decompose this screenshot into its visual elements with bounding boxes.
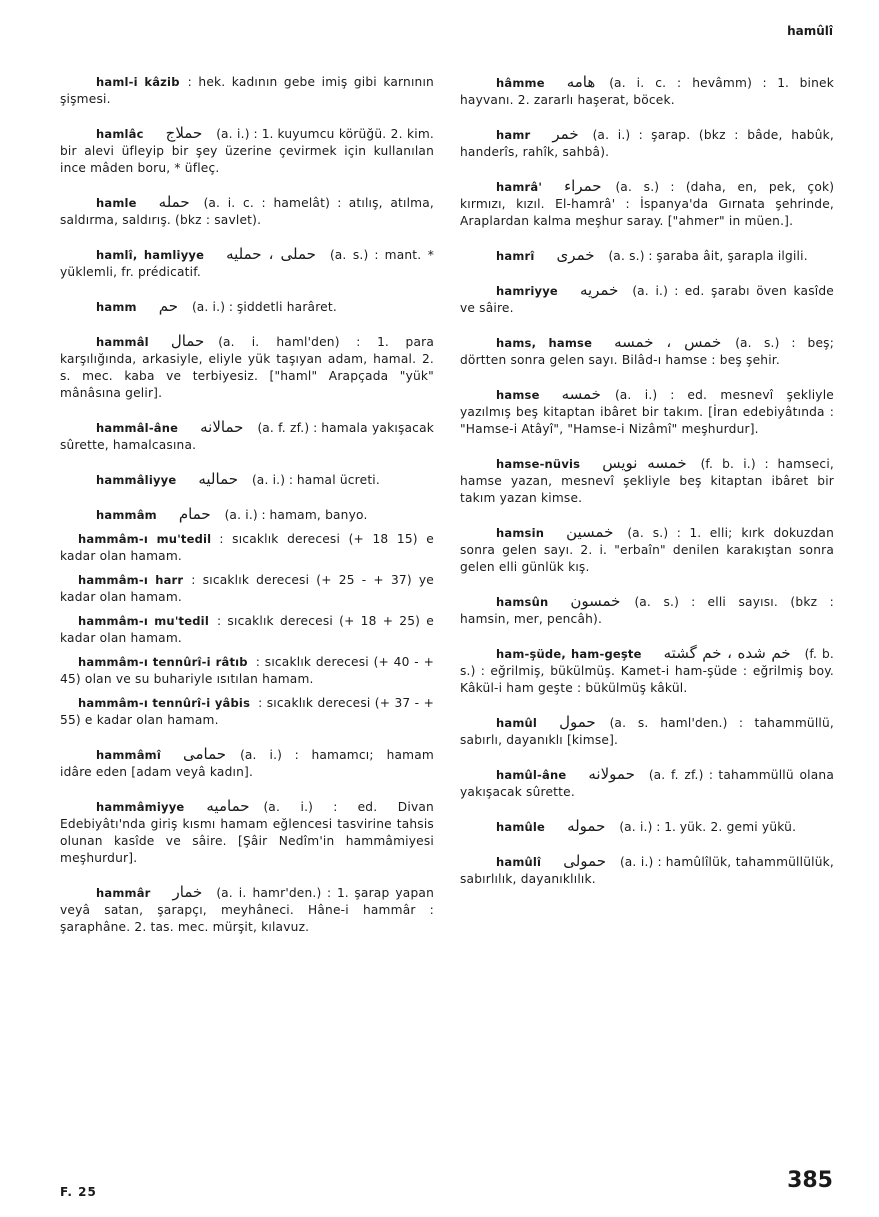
entry-headword: hamsûn [496, 595, 549, 609]
dictionary-entry [60, 298, 434, 316]
entry-headword: hammâr [96, 886, 151, 900]
running-header: hamûlî [787, 24, 833, 38]
dictionary-entry [460, 178, 834, 230]
entry-arabic-script: حموله [567, 817, 606, 835]
entry-headword: hamse-nüvis [496, 457, 581, 471]
entry-arabic-script: هامه [566, 73, 596, 91]
entry-headword: hamm [96, 300, 137, 314]
dictionary-entry [60, 746, 434, 781]
dictionary-entry [460, 282, 834, 317]
entry-definition: : sıcaklık derecesi (+ 18 15) e kadar olan hamam. [60, 532, 434, 563]
entry-arabic-script: حمولى [563, 852, 606, 870]
dictionary-entry [60, 506, 434, 524]
entry-arabic-script: حمراء [564, 177, 602, 195]
entry-definition: (a. i.) : hamam, banyo. [224, 508, 368, 522]
entry-headword: hamlî, hamliyye [96, 248, 205, 262]
entry-arabic-script: خمار [172, 883, 203, 901]
dictionary-entry [60, 695, 434, 729]
dictionary-entry [60, 531, 434, 565]
entry-definition: : sıcaklık derecesi (+ 40 - + 45) olan ve su buhariyle ısıtılan hamam. [60, 655, 435, 686]
entry-arabic-script: حمله [158, 193, 190, 211]
entry-arabic-script: خمسه [561, 385, 601, 403]
entry-definition: (a. s.) : şaraba âit, şarapla ilgili. [608, 249, 808, 263]
entry-headword: hâmme [496, 76, 545, 90]
dictionary-entry [460, 593, 834, 628]
dictionary-entry [60, 246, 434, 281]
entry-arabic-script: خمرى [556, 246, 595, 264]
entry-headword: hammâmî [96, 748, 161, 762]
entry-headword: hammâl-âne [96, 421, 179, 435]
entry-arabic-script: حمول [559, 713, 596, 731]
entry-headword: hams, hamse [496, 336, 593, 350]
entry-definition: (a. i. c. : hevâmm) : 1. binek hayvanı. 2. zararlı haşerat, böcek. [460, 76, 834, 107]
entry-definition: (a. i.) : şiddetli harâret. [191, 300, 337, 314]
entry-definition: (a. i.) : hamûlîlük, tahammüllülük, sabırlılık, dayanıklılık. [460, 855, 834, 886]
dictionary-entry [60, 654, 434, 688]
page-number: 385 [787, 1168, 833, 1193]
left-column [60, 74, 434, 953]
entry-definition: (a. i.) : hamal ücreti. [252, 473, 380, 487]
entry-arabic-script: حملاج [165, 124, 203, 142]
entry-headword: hammâliyye [96, 473, 177, 487]
entry-definition: (a. i.) : 1. yük. 2. gemi yükü. [619, 820, 797, 834]
entry-definition: (a. i.) : ed. Divan Edebiyâtı'nda giriş kısmı hamam eğlencesi tasvirine tahsis olunan kasîde ve sâire. [Şâir Nedîm'in hammâmiyesi meşhurdur]. [60, 800, 434, 865]
entry-definition: (a. i. haml'den) : 1. para karşılığında, arkasiyle, eliyle yük taşıyan adam, hamal. 2. s. mec. kaba ve terbiyesiz. ["haml" Arapçada "yük" mânâsına gelir]. [60, 335, 434, 400]
dictionary-entry [460, 524, 834, 576]
entry-arabic-script: خمريه [579, 281, 619, 299]
dictionary-entry [460, 74, 834, 109]
entry-definition: (a. s.) : elli sayısı. (bkz : hamsin, mer, pencâh). [460, 595, 834, 626]
entry-arabic-script: حماميه [206, 797, 250, 815]
dictionary-entry [460, 455, 834, 507]
entry-arabic-script: حم [158, 297, 178, 315]
entry-arabic-script: حمال [170, 332, 205, 350]
entry-headword: hammâm-ı harr [78, 573, 184, 587]
dictionary-entry [60, 74, 434, 108]
dictionary-entry [60, 884, 434, 936]
entry-definition: : sıcaklık derecesi (+ 25 - + 37) ye kadar olan hamam. [60, 573, 435, 604]
dictionary-entry [60, 798, 434, 867]
entry-headword: hammâm [96, 508, 157, 522]
entry-definition: (a. i. hamr'den.) : 1. şarap yapan veyâ satan, şarapçı, meyhâneci. Hâne-i hammâr : şaraphâne. 2. tas. mec. mürşit, kılavuz. [60, 886, 434, 934]
entry-arabic-script: حمالانه [200, 418, 244, 436]
entry-headword: hammâm-ı mu'tedil [78, 614, 209, 628]
dictionary-entry [60, 471, 434, 489]
dictionary-entry [460, 247, 834, 265]
entry-arabic-script: خمسه نويس [602, 454, 687, 472]
entry-headword: hamle [96, 196, 137, 210]
dictionary-entry [60, 125, 434, 177]
dictionary-entry [460, 126, 834, 161]
dictionary-entry [60, 194, 434, 229]
entry-arabic-script: خم شده ، خم گشته [663, 644, 791, 662]
entry-definition: : hek. kadının gebe imiş gibi karnının şişmesi. [60, 75, 434, 106]
entry-arabic-script: حمولانه [588, 765, 635, 783]
entry-definition: (a. s. haml'den.) : tahammüllü, sabırlı, dayanıklı [kimse]. [460, 716, 834, 747]
entry-headword: hamr [496, 128, 531, 142]
entry-definition: (a. f. zf.) : hamala yakışacak sûrette, hamalcasına. [60, 421, 434, 452]
dictionary-entry [460, 853, 834, 888]
entry-headword: hammâm-ı tennûrî-i yâbis [78, 696, 251, 710]
entry-definition: (f. b. i.) : hamseci, hamse yazan, mesnevî şekliyle beş kitaptan ibâret bir takım yazan kimse. [460, 457, 834, 505]
entry-definition: (a. s.) : beş; dörtten sonra gelen sayı. Bilâd-ı hamse : beş şehir. [460, 336, 834, 367]
entry-arabic-script: حمامى [183, 745, 227, 763]
entry-headword: ham-şüde, ham-geşte [496, 647, 642, 661]
entry-headword: hammâm-ı tennûrî-i râtıb [78, 655, 248, 669]
entry-definition: (a. i.) : şarap. (bkz : bâde, habûk, handerîs, rahîk, sahbâ). [460, 128, 834, 159]
entry-definition: (a. s.) : 1. elli; kırk dokuzdan sonra gelen sayı. 2. i. "erbaîn" denilen karakıştan sonra gelen elli günlük kış. [460, 526, 834, 574]
dictionary-entry [460, 386, 834, 438]
entry-headword: hamûlî [496, 855, 542, 869]
entry-arabic-script: خمسون [570, 592, 621, 610]
entry-definition: (a. s.) : (daha, en, pek, çok) kırmızı, kızıl. El-hamrâ' : İspanya'da Gırnata şehrinde, Araplardan kalma meşhur saray. ["ahmer" in müen.]. [460, 180, 834, 228]
entry-arabic-script: خمس ، خمسه [614, 333, 722, 351]
entry-definition: (a. i.) : hamamcı; hamam idâre eden [adam veyâ kadın]. [60, 748, 434, 779]
entry-arabic-script: حملى ، حمليه [226, 245, 316, 263]
entry-arabic-script: حماليه [198, 470, 239, 488]
entry-headword: hamûle [496, 820, 546, 834]
dictionary-entry [60, 419, 434, 454]
dictionary-entry [60, 572, 434, 606]
entry-headword: haml-i kâzib [96, 75, 180, 89]
dictionary-entry [460, 334, 834, 369]
dictionary-entry [460, 818, 834, 836]
entry-definition: (a. i.) : ed. şarabı öven kasîde ve sâire. [460, 284, 834, 315]
dictionary-entry [460, 645, 834, 697]
entry-definition: : sıcaklık derecesi (+ 18 + 25) e kadar olan hamam. [60, 614, 434, 645]
entry-headword: hamûl [496, 716, 538, 730]
entry-headword: hammâl [96, 335, 149, 349]
entry-definition: (a. i.) : 1. kuyumcu körüğü. 2. kim. bir alevi üfleyip bir şey üzerine çevirmek için kullanılan ince mâden boru, * üfleç. [60, 127, 434, 175]
entry-arabic-script: خمسين [566, 523, 614, 541]
entry-definition: : sıcaklık derecesi (+ 37 - + 55) e kadar olan hamam. [60, 696, 435, 727]
entry-headword: hamrâ' [496, 180, 543, 194]
right-column [460, 74, 834, 905]
entry-headword: hamsin [496, 526, 545, 540]
dictionary-entry [60, 613, 434, 647]
entry-definition: (a. i.) : ed. mesnevî şekliyle yazılmış beş kitaptan ibâret bir takım. [İran edebiyâtında : "Hamse-i Atâyî", "Hamse-i Nizâmî" meşhurdur]. [460, 388, 834, 436]
entry-headword: hammâm-ı mu'tedil [78, 532, 212, 546]
dictionary-entry [60, 333, 434, 402]
signature-mark: F. 25 [60, 1185, 97, 1199]
entry-headword: hamlâc [96, 127, 144, 141]
entry-arabic-script: خمر [552, 125, 579, 143]
entry-arabic-script: حمام [178, 505, 211, 523]
entry-headword: hammâmiyye [96, 800, 185, 814]
entry-definition: (a. i. c. : hamelât) : atılış, atılma, saldırma, saldırış. (bkz : savlet). [60, 196, 434, 227]
entry-definition: (a. s.) : mant. * yüklemli, fr. prédicatif. [60, 248, 435, 279]
entry-headword: hamrî [496, 249, 535, 263]
entry-definition: (a. f. zf.) : tahammüllü olana yakışacak sûrette. [460, 768, 834, 799]
dictionary-entry [460, 714, 834, 749]
entry-headword: hamriyye [496, 284, 558, 298]
entry-definition: (f. b. s.) : eğrilmiş, bükülmüş. Kamet-i ham-şüde : eğrilmiş boy. Kâkül-i ham geşte : bükülmüş kâkül. [460, 647, 834, 695]
dictionary-entry [460, 766, 834, 801]
entry-headword: hamûl-âne [496, 768, 567, 782]
entry-headword: hamse [496, 388, 540, 402]
